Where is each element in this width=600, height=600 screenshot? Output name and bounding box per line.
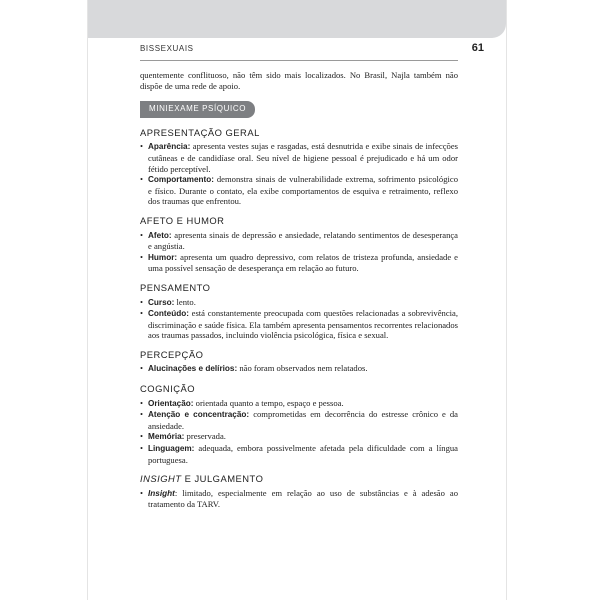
item-text: apresenta sinais de depressão e ansiedade, relatando sentimentos de desesperança e angústia. [148, 229, 458, 252]
item-term: Conteúdo: [148, 309, 189, 319]
list-item [140, 431, 458, 443]
item-term: Linguagem: [148, 444, 195, 454]
list-item [140, 230, 458, 252]
section-title-cognicao: COGNIÇÃO [140, 383, 196, 395]
section-list-insight [140, 488, 458, 510]
section-list-apresentacao [140, 141, 458, 207]
list-item [140, 443, 458, 465]
list-item [140, 141, 458, 174]
page-number: 61 [471, 42, 484, 54]
item-term: Alucinações e delírios: [148, 364, 238, 374]
page-content [140, 70, 458, 519]
list-item [140, 252, 458, 274]
list-item [140, 488, 458, 510]
list-item [140, 297, 458, 309]
running-head [140, 42, 484, 61]
section-title-percepcao: PERCEPÇÃO [140, 348, 204, 360]
item-text: apresenta vestes sujas e rasgadas, está desnutrida e exibe sinais de infecções cutâneas e de candidíase oral. Seu nível de higiene pessoal é prejudicado e há um odor fétido perceptível. [148, 141, 458, 174]
list-item [140, 174, 458, 207]
item-term: Comportamento: [148, 175, 214, 185]
item-text: preservada. [184, 431, 226, 442]
section-title-insight-rest: E JULGAMENTO [181, 473, 264, 485]
item-text: demonstra sinais de vulnerabilidade extrema, sofrimento psicológico e físico. Durante o contato, ela exibe comportamentos de esquiva e retraimento, reflexo dos traumas que enfrentou. [148, 174, 458, 207]
item-term: Atenção e concentração: [148, 410, 250, 420]
section-title-pensamento: PENSAMENTO [140, 281, 211, 293]
item-text: orientada quanto a tempo, espaço e pessoa. [193, 397, 344, 408]
item-text: : limitado, especialmente em relação ao uso de substâncias e à adesão ao tratamento da TARV. [148, 487, 458, 510]
item-text: apresenta um quadro depressivo, com relatos de tristeza profunda, ansiedade e uma possível sensação de desesperança em relação ao futuro. [148, 251, 458, 274]
section-title-apresentacao: APRESENTAÇÃO GERAL [140, 126, 260, 138]
list-item [140, 398, 458, 410]
running-head-section: BISSEXUAIS [140, 44, 194, 53]
section-title-insight-italic: INSIGHT [140, 473, 182, 485]
item-text: lento. [174, 296, 196, 307]
item-term: Orientação: [148, 398, 194, 408]
section-title-insight [140, 474, 458, 485]
list-item [140, 409, 458, 431]
section-list-percepcao [140, 363, 458, 375]
section-list-cognicao [140, 398, 458, 466]
item-text: comprometidas em decorrência do estresse crônico e da ansiedade. [148, 409, 458, 431]
section-list-pensamento [140, 297, 458, 341]
item-text: não foram observados nem relatados. [237, 363, 368, 374]
section-title-afeto: AFETO E HUMOR [140, 214, 225, 226]
item-term: Aparência: [148, 142, 191, 152]
list-item [140, 363, 458, 375]
item-term: Humor: [148, 252, 178, 262]
item-term: Afeto: [148, 230, 172, 240]
item-text: está constantemente preocupada com questões relacionadas a sobrevivência, discriminação e saúde física. Ela também apresenta pensamentos recorrentes relacionados aos traumas passados, incluindo violência psicológica, física e sexual. [148, 308, 458, 341]
item-text: adequada, embora possivelmente afetada pela dificuldade com a língua portuguesa. [148, 443, 458, 465]
item-term: Memória: [148, 432, 185, 442]
list-item [140, 308, 458, 341]
book-page [88, 0, 506, 600]
item-term: Curso: [148, 297, 175, 307]
section-list-afeto [140, 230, 458, 274]
intro-paragraph: quentemente conflituoso, não têm sido mais localizados. No Brasil, Najla também não dispõe de uma rede de apoio. [140, 70, 458, 91]
item-term: Insight [148, 488, 175, 498]
header-band [88, 0, 506, 38]
exam-label: MINIEXAME PSÍQUICO [140, 101, 255, 118]
